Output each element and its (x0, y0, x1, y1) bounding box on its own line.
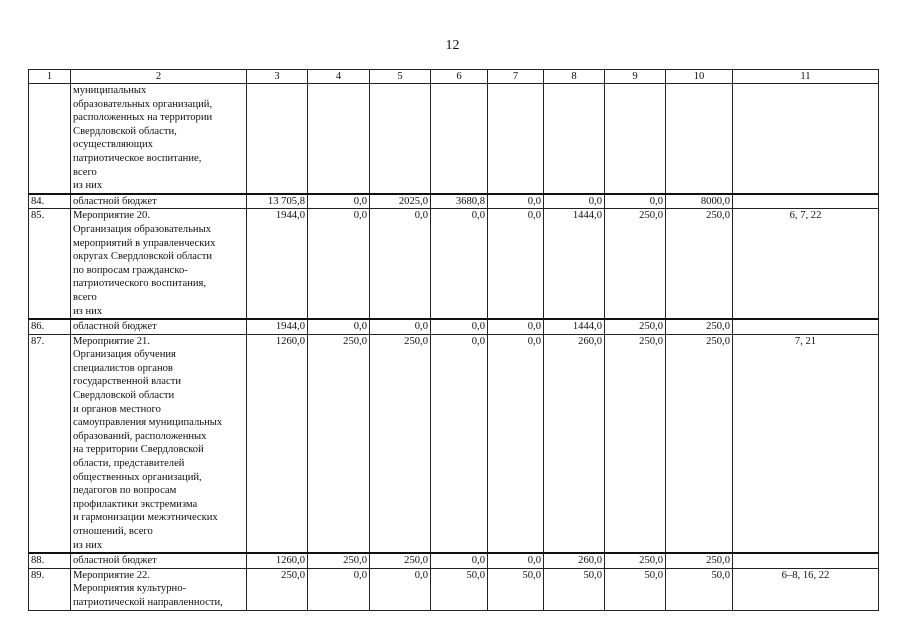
description-line: всего (73, 166, 97, 178)
row-number (29, 84, 71, 194)
value-cell: 250,0 (308, 553, 370, 568)
description-line: Мероприятие 20. (73, 210, 150, 222)
description-line: области, представителей (73, 458, 185, 470)
value-cell: 8000,0 (666, 194, 733, 209)
description-line: из них (73, 305, 103, 317)
value-cell: 0,0 (431, 334, 488, 553)
value-cell (308, 84, 370, 194)
value-cell: 0,0 (431, 553, 488, 568)
description-line: расположенных на территории (73, 112, 213, 124)
value-cell: 1444,0 (544, 209, 605, 319)
description-line: округах Свердловской области (73, 251, 213, 263)
value-cell: 50,0 (488, 568, 544, 610)
value-cell: 50,0 (431, 568, 488, 610)
description-line: профилактики экстремизма (73, 498, 198, 510)
value-cell: 1444,0 (544, 319, 605, 334)
row-description (71, 334, 247, 553)
row-description (71, 84, 247, 194)
value-cell (247, 84, 308, 194)
target-indicators-cell: 7, 21 (733, 334, 879, 553)
column-header: 7 (488, 70, 544, 84)
table-row (29, 319, 879, 334)
description-line: областной бюджет (73, 195, 157, 207)
table-row (29, 568, 879, 610)
description-line: отношений, всего (73, 526, 153, 537)
value-cell: 0,0 (370, 319, 431, 334)
table-row (29, 194, 879, 209)
value-cell: 0,0 (431, 209, 488, 319)
column-header: 6 (431, 70, 488, 84)
row-number: 89. (29, 568, 71, 610)
description-line: из них (73, 180, 103, 192)
target-indicators-cell (733, 553, 879, 568)
description-line: Мероприятие 21. (73, 335, 150, 347)
table-row (29, 334, 879, 553)
value-cell: 250,0 (666, 319, 733, 334)
description-line: всего (73, 291, 97, 303)
value-cell: 1260,0 (247, 334, 308, 553)
row-description (71, 553, 247, 568)
value-cell: 250,0 (308, 334, 370, 553)
value-cell: 0,0 (431, 319, 488, 334)
row-number: 88. (29, 553, 71, 568)
row-number: 86. (29, 319, 71, 334)
value-cell: 250,0 (666, 553, 733, 568)
value-cell: 250,0 (605, 334, 666, 553)
description-line: образовательных организаций, (73, 98, 213, 110)
value-cell: 1260,0 (247, 553, 308, 568)
value-cell: 50,0 (544, 568, 605, 610)
value-cell (488, 84, 544, 194)
column-header: 1 (29, 70, 71, 84)
table-row (29, 553, 879, 568)
value-cell: 0,0 (605, 194, 666, 209)
target-indicators-cell (733, 319, 879, 334)
column-header: 9 (605, 70, 666, 84)
description-line: специалистов органов (73, 362, 173, 374)
description-line: Организация обучения (73, 349, 176, 361)
target-indicators-cell: 6–8, 16, 22 (733, 568, 879, 610)
description-line: и гармонизации межэтнических (73, 512, 218, 524)
description-line: осуществляющих (73, 139, 153, 151)
value-cell: 0,0 (370, 209, 431, 319)
description-line: общественных организаций, (73, 471, 202, 483)
value-cell: 0,0 (544, 194, 605, 209)
value-cell: 0,0 (308, 568, 370, 610)
value-cell (370, 84, 431, 194)
value-cell: 0,0 (488, 194, 544, 209)
description-line: образований, расположенных (73, 430, 207, 442)
value-cell: 250,0 (666, 334, 733, 553)
description-line: муниципальных (73, 85, 147, 96)
description-line: и органов местного (73, 403, 161, 415)
row-description (71, 194, 247, 209)
row-description (71, 209, 247, 319)
description-line: Организация образовательных (73, 223, 212, 235)
column-header: 11 (733, 70, 879, 84)
description-line: мероприятий в управленческих (73, 237, 216, 249)
description-line: патриотической направленности, (73, 596, 223, 608)
value-cell (431, 84, 488, 194)
description-line: на территории Свердловской (73, 444, 204, 456)
column-header: 5 (370, 70, 431, 84)
description-line: патриотического воспитания, (73, 278, 207, 290)
column-header: 8 (544, 70, 605, 84)
description-line: Свердловской области (73, 390, 175, 402)
description-line: педагогов по вопросам (73, 485, 177, 497)
value-cell (666, 84, 733, 194)
table-row (29, 209, 879, 319)
value-cell: 250,0 (605, 209, 666, 319)
description-line: Свердловской области, (73, 125, 177, 137)
value-cell: 0,0 (308, 194, 370, 209)
target-indicators-cell (733, 84, 879, 194)
value-cell (544, 84, 605, 194)
description-line: патриотическое воспитание, (73, 152, 202, 164)
page-number: 12 (445, 38, 460, 53)
row-description (71, 319, 247, 334)
value-cell: 250,0 (605, 319, 666, 334)
row-number: 85. (29, 209, 71, 319)
budget-table (28, 69, 879, 611)
value-cell: 260,0 (544, 553, 605, 568)
value-cell: 1944,0 (247, 319, 308, 334)
value-cell: 0,0 (370, 568, 431, 610)
column-header: 3 (247, 70, 308, 84)
value-cell: 3680,8 (431, 194, 488, 209)
description-line: самоуправления муниципальных (73, 417, 223, 429)
row-number: 84. (29, 194, 71, 209)
value-cell: 250,0 (370, 334, 431, 553)
value-cell: 0,0 (488, 553, 544, 568)
column-header: 2 (71, 70, 247, 84)
description-line: областной бюджет (73, 321, 157, 333)
table-row (29, 84, 879, 194)
value-cell: 0,0 (488, 209, 544, 319)
value-cell: 250,0 (247, 568, 308, 610)
value-cell: 0,0 (488, 319, 544, 334)
value-cell: 2025,0 (370, 194, 431, 209)
target-indicators-cell: 6, 7, 22 (733, 209, 879, 319)
column-header: 4 (308, 70, 370, 84)
value-cell: 50,0 (666, 568, 733, 610)
value-cell: 1944,0 (247, 209, 308, 319)
value-cell: 250,0 (605, 553, 666, 568)
description-line: Мероприятия культурно- (73, 583, 187, 595)
description-line: Мероприятие 22. (73, 569, 150, 581)
value-cell: 0,0 (308, 209, 370, 319)
description-line: государственной власти (73, 376, 182, 388)
description-line: из них (73, 539, 103, 551)
value-cell: 50,0 (605, 568, 666, 610)
value-cell: 13 705,8 (247, 194, 308, 209)
description-line: по вопросам гражданско- (73, 264, 188, 276)
value-cell: 260,0 (544, 334, 605, 553)
header-row (29, 70, 879, 84)
value-cell: 0,0 (488, 334, 544, 553)
value-cell (605, 84, 666, 194)
row-number: 87. (29, 334, 71, 553)
value-cell: 250,0 (370, 553, 431, 568)
value-cell: 0,0 (308, 319, 370, 334)
value-cell: 250,0 (666, 209, 733, 319)
target-indicators-cell (733, 194, 879, 209)
row-description (71, 568, 247, 610)
description-line: областной бюджет (73, 555, 157, 567)
column-header: 10 (666, 70, 733, 84)
